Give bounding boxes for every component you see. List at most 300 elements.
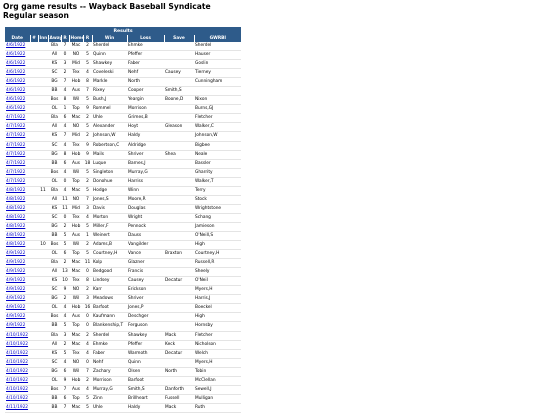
cell-away-runs: 0 xyxy=(63,178,67,184)
cell-save xyxy=(164,168,194,177)
cell-loss: Nehf xyxy=(128,70,139,76)
date-link[interactable]: 4/10/1922 xyxy=(6,386,29,392)
cell-win: Singleton xyxy=(93,169,114,175)
cell-date xyxy=(5,159,30,168)
cell-innings xyxy=(38,222,48,231)
cell-away: BG xyxy=(51,296,58,302)
cell-date xyxy=(5,105,30,114)
cell-gwrbi: Bassler xyxy=(195,160,211,166)
date-link[interactable]: 4/10/1922 xyxy=(6,368,29,374)
cell-away-runs: 2 xyxy=(63,341,67,347)
table-row xyxy=(5,159,241,168)
cell-loss: Faber xyxy=(128,61,140,67)
cell-game-num xyxy=(30,87,38,96)
cell-loss: Wright xyxy=(128,214,143,220)
cell-away: SC xyxy=(51,359,58,365)
cell-home: Top xyxy=(72,323,80,329)
cell-away-runs: 5 xyxy=(63,323,67,329)
cell-away: Bla xyxy=(51,115,58,121)
cell-win: Courtney,H xyxy=(93,251,118,257)
cell-home: Tex xyxy=(72,214,80,220)
date-link[interactable]: 4/6/1922 xyxy=(6,88,26,94)
cell-away: All xyxy=(51,52,58,58)
cell-home: Tex xyxy=(72,278,80,284)
cell-home: Mac xyxy=(71,404,81,410)
cell-loss: Pennock xyxy=(128,223,147,229)
cell-save xyxy=(164,105,194,114)
table-row xyxy=(5,177,241,186)
cell-away: KS xyxy=(51,133,58,139)
cell-loss: Harriss xyxy=(128,178,143,184)
results-table-wrap xyxy=(5,27,241,413)
cell-game-num xyxy=(30,96,38,105)
cell-win: Ehmke xyxy=(93,341,108,347)
cell-game-num xyxy=(30,150,38,159)
cell-game-num xyxy=(30,304,38,313)
date-link[interactable]: 4/9/1922 xyxy=(6,251,26,257)
table-row xyxy=(5,42,241,51)
cell-away-runs: 4 xyxy=(63,169,67,175)
cell-home: Wil xyxy=(72,368,80,374)
cell-loss: Haldy xyxy=(128,404,141,410)
cell-away-runs: 6 xyxy=(63,395,67,401)
cell-save xyxy=(164,186,194,195)
cell-home-runs: 2 xyxy=(86,287,89,293)
cell-game-num xyxy=(30,268,38,277)
cell-save xyxy=(164,195,194,204)
table-row xyxy=(5,123,241,132)
date-link[interactable]: 4/9/1922 xyxy=(6,260,26,266)
cell-date xyxy=(5,195,30,204)
cell-home: Mac xyxy=(71,260,81,266)
cell-loss: Smith,S xyxy=(128,386,145,392)
cell-away: BG xyxy=(51,79,58,85)
cell-innings: 11 xyxy=(40,187,46,193)
cell-win: Bush,J xyxy=(93,97,107,103)
cell-save xyxy=(164,222,194,231)
cell-innings xyxy=(38,376,48,385)
date-link[interactable]: 4/7/1922 xyxy=(6,124,26,130)
date-link[interactable]: 4/6/1922 xyxy=(6,43,26,48)
date-link[interactable]: 4/8/1922 xyxy=(6,205,26,211)
table-row xyxy=(5,295,241,304)
date-link[interactable]: 4/10/1922 xyxy=(6,395,29,401)
cell-gwrbi: High xyxy=(195,242,205,248)
cell-date xyxy=(5,313,30,322)
cell-away: OL xyxy=(51,106,58,112)
cell-home-runs: 7 xyxy=(86,88,89,94)
date-link[interactable]: 4/7/1922 xyxy=(6,160,26,166)
table-row xyxy=(5,213,241,222)
cell-away-runs: 4 xyxy=(63,359,67,365)
cell-loss: Murray,G xyxy=(128,169,148,175)
cell-innings xyxy=(38,69,48,78)
page-title-line1: Org game results -- Wayback Baseball Syndicate xyxy=(3,2,211,11)
cell-home: Tex xyxy=(72,142,80,148)
cell-win: Meadows xyxy=(93,296,114,302)
column-header-home-runs: R xyxy=(83,35,92,42)
cell-home-runs: 2 xyxy=(86,242,89,248)
cell-game-num xyxy=(30,277,38,286)
cell-innings xyxy=(38,159,48,168)
cell-away: KS xyxy=(51,278,58,284)
results-table xyxy=(5,27,241,413)
cell-gwrbi: Stock xyxy=(195,196,207,202)
cell-save xyxy=(164,376,194,385)
cell-loss: Grimes,B xyxy=(128,115,148,121)
cell-game-num xyxy=(30,358,38,367)
cell-win: Luque xyxy=(93,160,107,166)
date-link[interactable]: 4/6/1922 xyxy=(6,97,26,103)
cell-win: Hodge xyxy=(93,187,107,193)
table-row xyxy=(5,259,241,268)
cell-game-num xyxy=(30,376,38,385)
cell-home-runs: 5 xyxy=(86,251,89,257)
cell-win: Blankenship,T xyxy=(93,323,124,329)
cell-game-num xyxy=(30,403,38,412)
page-title xyxy=(3,2,211,20)
cell-date xyxy=(5,177,30,186)
cell-game-num xyxy=(30,186,38,195)
date-link[interactable]: 4/8/1922 xyxy=(6,232,26,238)
cell-away-runs: 9 xyxy=(63,287,67,293)
cell-away-runs: 3 xyxy=(63,61,67,67)
date-link[interactable]: 4/6/1922 xyxy=(6,106,26,112)
cell-away-runs: 2 xyxy=(63,260,67,266)
cell-date xyxy=(5,114,30,123)
cell-away: BB xyxy=(51,88,58,94)
cell-game-num xyxy=(30,132,38,141)
cell-gwrbi: Wrightstone xyxy=(195,205,222,211)
cell-win: Weinert xyxy=(93,232,110,238)
cell-home-runs: 1 xyxy=(86,232,89,238)
date-link[interactable]: 4/10/1922 xyxy=(6,332,29,338)
cell-away-runs: 2 xyxy=(63,70,67,76)
date-link[interactable]: 4/8/1922 xyxy=(6,196,26,202)
cell-date xyxy=(5,250,30,259)
cell-game-num xyxy=(30,114,38,123)
column-header-game-num: # xyxy=(30,35,38,42)
cell-away: All xyxy=(51,269,58,275)
cell-date xyxy=(5,231,30,240)
results-body xyxy=(5,42,241,412)
cell-innings xyxy=(38,213,48,222)
cell-away-runs: 6 xyxy=(63,160,67,166)
table-row xyxy=(5,250,241,259)
cell-game-num xyxy=(30,213,38,222)
cell-game-num xyxy=(30,78,38,87)
cell-away: OL xyxy=(51,377,58,383)
cell-save: Decatur xyxy=(165,350,183,356)
cell-save xyxy=(164,268,194,277)
date-link[interactable]: 4/6/1922 xyxy=(6,79,26,85)
cell-loss: Brillheart xyxy=(128,395,148,401)
date-link[interactable]: 4/10/1922 xyxy=(6,350,29,356)
cell-game-num xyxy=(30,60,38,69)
cell-home-runs: 4 xyxy=(86,214,89,220)
cell-innings xyxy=(38,204,48,213)
cell-away: All xyxy=(51,341,58,347)
cell-home-runs: 5 xyxy=(86,169,89,175)
cell-date xyxy=(5,222,30,231)
cell-loss: Yeargin xyxy=(128,97,144,103)
cell-home: Wil xyxy=(72,97,80,103)
cell-loss: Vance xyxy=(128,251,141,257)
cell-away-runs: 7 xyxy=(63,404,67,410)
cell-gwrbi: Nixon xyxy=(195,97,208,103)
cell-save xyxy=(164,42,194,51)
cell-away-runs: 8 xyxy=(63,97,67,103)
date-link[interactable]: 4/9/1922 xyxy=(6,269,26,275)
cell-home: Hob xyxy=(71,79,81,85)
table-row xyxy=(5,304,241,313)
date-link[interactable]: 4/11/1922 xyxy=(6,404,29,410)
cell-gwrbi: Harris,J xyxy=(195,296,211,302)
cell-gwrbi: McClellan xyxy=(195,377,216,383)
cell-home-runs: 7 xyxy=(86,196,89,202)
cell-win: Robertson,C xyxy=(93,142,120,148)
table-row xyxy=(5,114,241,123)
table-row xyxy=(5,403,241,412)
date-link[interactable]: 4/10/1922 xyxy=(6,359,29,365)
table-row xyxy=(5,268,241,277)
cell-innings xyxy=(38,87,48,96)
cell-gwrbi: Nicholson xyxy=(195,341,216,347)
cell-loss: Olsen xyxy=(128,368,141,374)
date-link[interactable]: 4/7/1922 xyxy=(6,142,26,148)
cell-date xyxy=(5,367,30,376)
date-link[interactable]: 4/7/1922 xyxy=(6,133,26,139)
table-row xyxy=(5,150,241,159)
cell-home: Aus xyxy=(72,314,80,320)
cell-home: Aus xyxy=(72,386,80,392)
cell-win: Karr xyxy=(93,287,102,293)
table-row xyxy=(5,385,241,394)
cell-date xyxy=(5,259,30,268)
cell-win: Morton xyxy=(93,214,109,220)
cell-away: BB xyxy=(51,323,58,329)
date-link[interactable]: 4/10/1922 xyxy=(6,341,29,347)
cell-date xyxy=(5,87,30,96)
cell-home: Hob xyxy=(71,223,81,229)
cell-innings xyxy=(38,60,48,69)
date-link[interactable]: 4/6/1922 xyxy=(6,70,26,76)
cell-home-runs: 16 xyxy=(84,305,91,311)
table-row xyxy=(5,69,241,78)
cell-innings xyxy=(38,340,48,349)
cell-home-runs: 4 xyxy=(86,341,89,347)
cell-innings xyxy=(38,367,48,376)
cell-loss: Winn xyxy=(128,187,139,193)
cell-save: Fussell xyxy=(165,395,180,401)
cell-home: Mid xyxy=(72,133,80,139)
cell-loss: Barnes,J xyxy=(128,160,146,166)
cell-loss: Shriver xyxy=(128,296,144,302)
cell-loss: Barfoot xyxy=(128,377,144,383)
table-row xyxy=(5,241,241,250)
cell-away: All xyxy=(51,124,58,130)
cell-game-num xyxy=(30,349,38,358)
date-link[interactable]: 4/7/1922 xyxy=(6,178,26,184)
cell-home-runs: 2 xyxy=(86,133,89,139)
cell-save: Braxton xyxy=(165,251,182,257)
cell-win: Morrison xyxy=(93,377,112,383)
date-link[interactable]: 4/9/1922 xyxy=(6,287,26,293)
column-header-save: Save xyxy=(164,35,194,42)
cell-gwrbi: Johnson,W xyxy=(195,133,218,139)
cell-game-num xyxy=(30,177,38,186)
cell-home: Wil xyxy=(72,242,80,248)
cell-date xyxy=(5,168,30,177)
cell-win: Kolp xyxy=(93,260,103,266)
cell-home-runs: 0 xyxy=(86,359,89,365)
cell-home-runs: 5 xyxy=(86,52,89,58)
cell-win: Coveleski xyxy=(93,70,114,76)
cell-gwrbi: O'Neil xyxy=(195,278,208,284)
cell-away: Bos xyxy=(50,169,59,175)
cell-loss: Glazner xyxy=(128,260,145,266)
cell-away-runs: 5 xyxy=(63,232,67,238)
cell-home-runs: 0 xyxy=(86,314,89,320)
cell-date xyxy=(5,376,30,385)
cell-date xyxy=(5,213,30,222)
cell-gwrbi: Goslin xyxy=(195,61,209,67)
column-header-innings: Inn xyxy=(39,36,48,41)
cell-game-num xyxy=(30,195,38,204)
cell-date xyxy=(5,277,30,286)
table-row xyxy=(5,105,241,114)
date-link[interactable]: 4/9/1922 xyxy=(6,314,26,320)
cell-away-runs: 5 xyxy=(63,242,67,248)
cell-gwrbi: Schang xyxy=(195,214,211,220)
cell-away: BB xyxy=(51,395,58,401)
cell-home-runs: 2 xyxy=(86,43,89,48)
date-link[interactable]: 4/9/1922 xyxy=(6,278,26,284)
cell-save: Causey xyxy=(165,70,181,76)
date-link[interactable]: 4/8/1922 xyxy=(6,242,26,248)
date-link[interactable]: 4/9/1922 xyxy=(6,305,26,311)
cell-innings xyxy=(38,313,48,322)
cell-away-runs: 7 xyxy=(63,133,67,139)
cell-loss: Jones,P xyxy=(128,305,144,311)
cell-home-runs: 18 xyxy=(84,160,91,166)
date-link[interactable]: 4/6/1922 xyxy=(6,52,26,58)
date-link[interactable]: 4/7/1922 xyxy=(6,169,26,175)
cell-gwrbi: Gharrity xyxy=(195,169,213,175)
cell-away-runs: 6 xyxy=(63,115,67,121)
cell-innings xyxy=(38,394,48,403)
date-link[interactable]: 4/9/1922 xyxy=(6,323,26,329)
cell-away-runs: 2 xyxy=(63,223,67,229)
cell-date xyxy=(5,69,30,78)
cell-home-runs: 4 xyxy=(86,350,89,356)
cell-home-runs: 4 xyxy=(86,386,89,392)
cell-away: BB xyxy=(51,160,58,166)
cell-win: Uhle xyxy=(93,115,103,121)
cell-away-runs: 7 xyxy=(63,386,67,392)
cell-away: BB xyxy=(51,232,58,238)
cell-home-runs: 0 xyxy=(86,323,89,329)
date-link[interactable]: 4/8/1922 xyxy=(6,223,26,229)
cell-date xyxy=(5,123,30,132)
cell-away-runs: 4 xyxy=(63,88,67,94)
cell-innings xyxy=(38,51,48,60)
date-link[interactable]: 4/7/1922 xyxy=(6,115,26,121)
date-link[interactable]: 4/10/1922 xyxy=(6,377,29,383)
date-link[interactable]: 4/8/1922 xyxy=(6,187,26,193)
cell-home-runs: 5 xyxy=(86,187,89,193)
date-link[interactable]: 4/9/1922 xyxy=(6,296,26,302)
cell-loss: Causey xyxy=(128,278,144,284)
cell-innings xyxy=(38,132,48,141)
cell-home: Top xyxy=(72,178,80,184)
cell-away: BB xyxy=(51,404,58,410)
cell-home: Aus xyxy=(72,232,80,238)
cell-gwrbi: Myers,H xyxy=(195,287,213,293)
column-header-away: Away xyxy=(49,36,63,41)
cell-save xyxy=(164,114,194,123)
cell-save xyxy=(164,241,194,250)
cell-away: SC xyxy=(51,214,58,220)
cell-save xyxy=(164,313,194,322)
cell-loss: Ferguson xyxy=(128,323,148,329)
cell-loss: Shriver xyxy=(128,151,144,157)
cell-win: Barfoot xyxy=(93,305,109,311)
table-row xyxy=(5,376,241,385)
cell-away-runs: 6 xyxy=(63,368,67,374)
date-link[interactable]: 4/8/1922 xyxy=(6,214,26,220)
cell-save: Keck xyxy=(165,341,176,347)
cell-save: Decatur xyxy=(165,278,183,284)
cell-win: Nehf xyxy=(93,359,104,365)
cell-gwrbi xyxy=(194,87,241,96)
cell-game-num xyxy=(30,250,38,259)
table-row xyxy=(5,394,241,403)
cell-win: Markle xyxy=(93,79,108,85)
cell-away-runs: 0 xyxy=(63,52,67,58)
column-header-win: Win xyxy=(92,35,127,42)
cell-date xyxy=(5,51,30,60)
cell-innings xyxy=(38,114,48,123)
cell-save xyxy=(164,213,194,222)
cell-loss: Vangilder xyxy=(128,242,149,248)
column-header-away-runs: R xyxy=(61,35,69,42)
cell-away-runs: 9 xyxy=(63,377,67,383)
cell-gwrbi: Ruth xyxy=(195,404,205,410)
cell-innings xyxy=(38,268,48,277)
date-link[interactable]: 4/6/1922 xyxy=(6,61,26,67)
cell-win: Quinn xyxy=(93,52,106,58)
cell-home-runs: 5 xyxy=(86,97,89,103)
date-link[interactable]: 4/7/1922 xyxy=(6,151,26,157)
cell-home: Hob xyxy=(71,151,81,157)
cell-innings xyxy=(38,322,48,331)
table-row xyxy=(5,231,241,240)
cell-date xyxy=(5,403,30,412)
cell-gwrbi: Walker,C xyxy=(195,124,214,130)
cell-game-num xyxy=(30,259,38,268)
cell-game-num xyxy=(30,295,38,304)
table-row xyxy=(5,60,241,69)
cell-win: Rixey xyxy=(93,88,105,94)
cell-home: Mac xyxy=(71,341,81,347)
cell-loss: Douglas xyxy=(128,205,146,211)
table-row xyxy=(5,204,241,213)
cell-save: Smith,S xyxy=(165,88,182,94)
cell-home-runs: 2 xyxy=(86,332,89,338)
cell-save xyxy=(164,204,194,213)
cell-game-num xyxy=(30,394,38,403)
